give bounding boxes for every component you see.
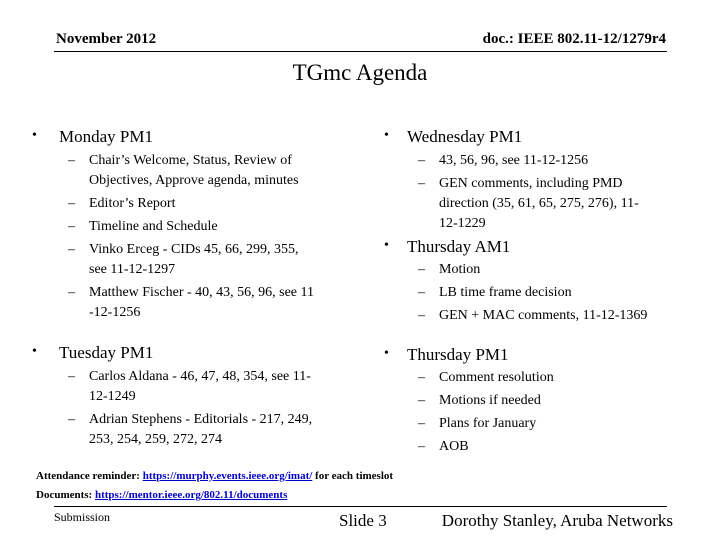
tuesday-heading: Tuesday PM1 — [59, 343, 154, 362]
dash-marker: – — [68, 242, 75, 257]
list-item-text: 253, 254, 259, 272, 274 — [89, 432, 222, 447]
attendance-label: Attendance reminder: — [36, 470, 143, 482]
list-item-text: Plans for January — [439, 416, 537, 431]
bullet-icon: • — [384, 128, 389, 143]
dash-marker: – — [68, 219, 75, 234]
list-item-text: AOB — [439, 439, 469, 454]
list-item-text: GEN comments, including PMD — [439, 176, 623, 191]
dash-marker: – — [418, 416, 425, 431]
list-item-text: Timeline and Schedule — [89, 219, 218, 234]
dash-marker: – — [68, 153, 75, 168]
bullet-icon: • — [384, 346, 389, 361]
dash-marker: – — [418, 153, 425, 168]
list-item-text: Motions if needed — [439, 393, 541, 408]
documents-link[interactable]: https://mentor.ieee.org/802.11/documents — [94, 489, 288, 501]
bullet-icon: • — [32, 344, 37, 359]
list-item-text: direction (35, 61, 65, 275, 276), 11- — [439, 196, 639, 211]
page-title: TGmc Agenda — [292, 60, 428, 85]
attendance-suffix: for each timeslot — [312, 470, 394, 482]
submission-label: Submission — [54, 510, 111, 524]
dash-marker: – — [418, 176, 425, 191]
documents-label: Documents: — [36, 489, 95, 501]
list-item-text: Editor’s Report — [89, 196, 176, 211]
attendance-reminder — [36, 470, 393, 482]
list-item-text: 12-1249 — [89, 389, 136, 404]
thursday-am-heading: Thursday AM1 — [407, 237, 511, 256]
list-item-text: Comment resolution — [439, 370, 554, 385]
bullet-icon: • — [32, 128, 37, 143]
list-item-text: GEN + MAC comments, 11-12-1369 — [439, 308, 648, 323]
list-item-text: 43, 56, 96, see 11-12-1256 — [439, 153, 589, 168]
thursday-pm-heading: Thursday PM1 — [407, 345, 509, 364]
dash-marker: – — [68, 412, 75, 427]
list-item-text: Motion — [439, 262, 481, 277]
list-item-text: Chair’s Welcome, Status, Review of — [89, 153, 292, 168]
monday-heading: Monday PM1 — [59, 127, 153, 146]
header-rule — [54, 51, 667, 52]
dash-marker: – — [68, 285, 75, 300]
dash-marker: – — [418, 393, 425, 408]
dash-marker: – — [418, 439, 425, 454]
slide-number: Slide 3 — [339, 511, 387, 530]
dash-marker: – — [418, 285, 425, 300]
list-item-text: -12-1256 — [89, 305, 141, 320]
list-item-text: Carlos Aldana - 46, 47, 48, 354, see 11- — [89, 369, 311, 384]
list-item-text: Objectives, Approve agenda, minutes — [89, 173, 299, 188]
list-item-text: 12-1229 — [439, 216, 486, 231]
list-item-text: LB time frame decision — [439, 285, 572, 300]
bullet-icon: • — [384, 238, 389, 253]
wednesday-heading: Wednesday PM1 — [407, 127, 523, 146]
dash-marker: – — [68, 196, 75, 211]
list-item-text: Vinko Erceg - CIDs 45, 66, 299, 355, — [89, 242, 299, 257]
author: Dorothy Stanley, Aruba Networks — [441, 511, 673, 530]
header-date: November 2012 — [56, 31, 157, 47]
attendance-link[interactable]: https://murphy.events.ieee.org/imat/ — [142, 470, 313, 482]
dash-marker: – — [68, 369, 75, 384]
dash-marker: – — [418, 262, 425, 277]
documents-reminder — [36, 489, 287, 501]
footer-rule — [54, 506, 667, 507]
list-item-text: Matthew Fischer - 40, 43, 56, 96, see 11 — [89, 285, 314, 300]
dash-marker: – — [418, 308, 425, 323]
list-item-text: see 11-12-1297 — [89, 262, 176, 277]
header-doc-id: doc.: IEEE 802.11-12/1279r4 — [482, 31, 666, 47]
list-item-text: Adrian Stephens - Editorials - 217, 249, — [89, 412, 313, 427]
dash-marker: – — [418, 370, 425, 385]
